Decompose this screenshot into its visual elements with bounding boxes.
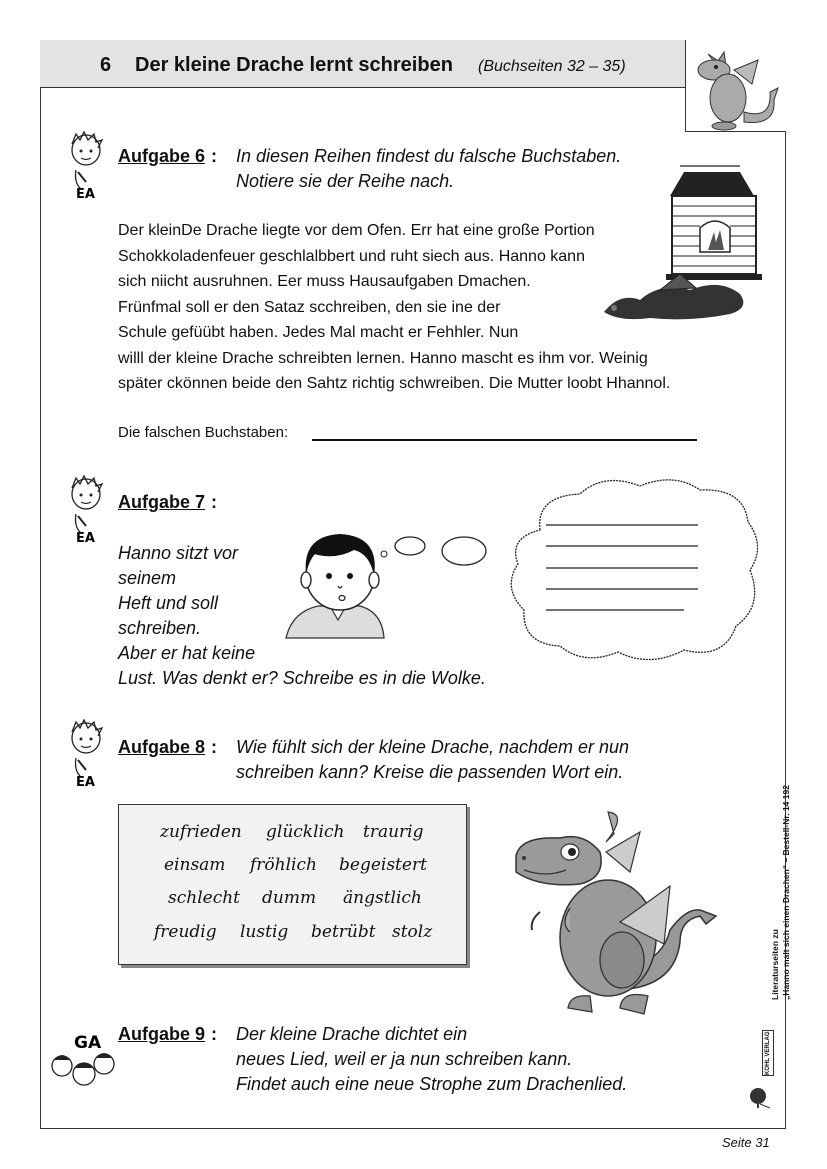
task-6-text-line-5: Schule gefüübt haben. Jedes Mal macht er Fehhler. Nun [118,324,519,341]
answer-label: Die falschen Buchstaben: [118,424,289,441]
word-zufrieden[interactable]: zufrieden [160,822,242,842]
ea-badge: EA [76,775,95,790]
word-freudig[interactable]: freudig [154,922,217,942]
task-7-text-line-6: Lust. Was denkt er? Schreibe es in die Wolke. [118,668,486,688]
task-9-colon: : [211,1024,217,1044]
task-6-text-line-6: willl der kleine Drache schreibten lernen. Hanno mascht es ihm vor. Weinig [118,349,648,367]
task-7-label: Aufgabe 7 [118,492,206,512]
task-6-colon: : [211,146,217,166]
side-text-line-1: Literaturseiten zu [770,929,780,1000]
word-lustig[interactable]: lustig [240,922,289,942]
task-8-label: Aufgabe 8 [118,737,206,757]
publisher-side-text [770,785,792,1000]
word-einsam[interactable]: einsam [164,855,226,875]
task-9-instruction-2: neues Lied, weil er ja nun schreiben kann. [236,1049,573,1069]
side-text-line-2: „Hanno malt sich einen Drachen“ – Bestell-Nr. 14 192 [781,785,791,1000]
task-9-instruction-1: Der kleine Drache dichtet ein [236,1024,468,1044]
student-ea-icon [64,476,108,548]
task-9-instruction-3: Findet auch eine neue Strophe zum Drachenlied. [236,1074,628,1094]
word-stolz[interactable]: stolz [392,922,433,942]
task-6-text-line-3: sich niicht ausruhnen. Eer muss Hausaufgaben Dmachen. [118,273,531,290]
task-6-text-line-7: später ckönnen beide den Sahtz richtig schwreiben. Die Mutter loobt Hhannol. [118,375,671,392]
chapter-number: 6 [100,54,112,76]
task-6-label: Aufgabe 6 [118,146,206,166]
ea-badge: EA [76,531,95,546]
word-betruebt[interactable]: betrübt [311,922,376,942]
task-6-text-line-2: Schokkoladenfeuer geschlalbbert und ruht siech aus. Hanno kann [118,247,585,265]
ga-badge: GA [74,1033,102,1053]
thought-bubbles [394,535,494,569]
task-8-instruction-2: schreiben kann? Kreise die passenden Wort ein. [236,762,624,782]
publisher-logo: KOHL VERLAG [762,1030,774,1076]
ea-badge: EA [76,187,95,202]
word-froehlich[interactable]: fröhlich [250,855,317,875]
task-7-text-line-2: seinem [118,568,177,588]
group-ga-icon [48,1030,118,1094]
hanno-thinking-illustration [284,520,394,640]
answer-line[interactable] [312,439,697,441]
small-dragon-icon [686,40,787,132]
task-7-text-line-5: Aber er hat keine [118,643,256,663]
word-gluecklich[interactable]: glücklich [266,822,345,842]
task-7-text-line-3: Heft und soll [118,593,219,613]
task-6-instruction-2: Notiere sie der Reihe nach. [236,171,455,191]
tree-logo-icon [748,1084,772,1110]
thought-cloud[interactable] [500,476,764,662]
task-6-text-line-4: Frünfmal soll er den Sataz scchreiben, den sie ine der [118,298,501,316]
word-aengstlich[interactable]: ängstlich [343,888,422,908]
word-traurig[interactable]: traurig [363,822,424,842]
task-7-text-line-4: schreiben. [118,618,202,638]
dragon-illustration [510,812,724,1022]
chapter-pages: (Buchseiten 32 – 35) [478,58,626,75]
task-7-text-line-1: Hanno sitzt vor [118,543,239,563]
task-6-instruction-1: In diesen Reihen findest du falsche Buchstaben. [236,146,622,166]
task-8-instruction-1: Wie fühlt sich der kleine Drache, nachdem er nun [236,737,630,757]
word-schlecht[interactable]: schlecht [168,888,240,908]
task-6-text-line-1: Der kleinDe Drache liegte vor dem Ofen. Err hat eine große Portion [118,222,595,239]
corner-dragon-box [685,40,786,132]
task-8-colon: : [211,737,217,757]
student-ea-icon [64,132,108,204]
oven-with-dragon-illustration [600,162,760,332]
word-dumm[interactable]: dumm [262,888,317,908]
task-7-colon: : [211,492,217,512]
task-9-label: Aufgabe 9 [118,1024,206,1044]
chapter-title: Der kleine Drache lernt schreiben [135,54,453,76]
student-ea-icon [64,720,108,792]
word-begeistert[interactable]: begeistert [339,855,427,875]
page-number: Seite 31 [722,1135,770,1150]
